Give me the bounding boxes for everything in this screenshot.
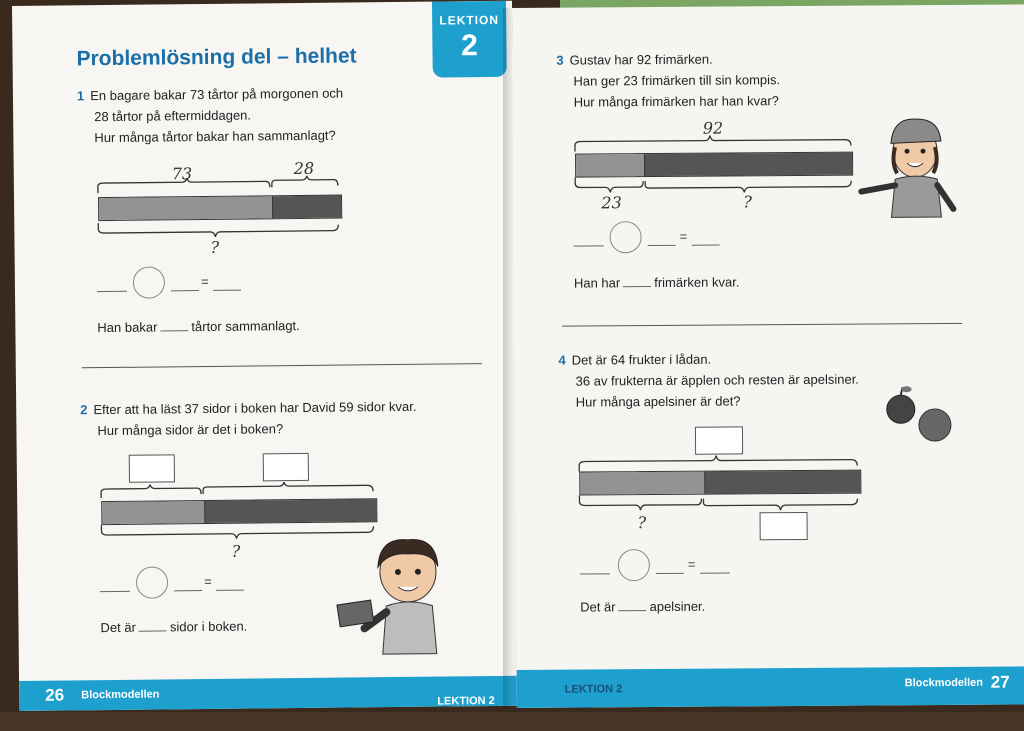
bar-label-total: ? xyxy=(231,541,241,561)
footer-lektion: LEKTION 2 xyxy=(437,694,495,708)
equals-sign: = xyxy=(687,556,696,572)
answer-suffix: sidor i boken. xyxy=(169,618,248,635)
answer-prefix: Det är xyxy=(580,599,616,615)
bar-segment-part-b xyxy=(204,499,376,523)
question-text-line: 36 av frukterna är äpplen och resten är apelsiner. xyxy=(575,371,859,389)
bar-label-part-a: 73 xyxy=(171,164,193,184)
page-footer xyxy=(19,676,519,711)
answer-sentence xyxy=(580,599,705,615)
answer-prefix: Han bakar xyxy=(97,319,158,336)
operator-circle[interactable] xyxy=(618,549,650,581)
equation-blank-1[interactable] xyxy=(580,573,610,574)
bar-segment-part-b xyxy=(704,471,860,494)
question-text-line: Hur många sidor är det i boken? xyxy=(97,421,284,439)
operator-circle[interactable] xyxy=(136,566,168,598)
question-number: 2 xyxy=(80,402,88,418)
answer-blank[interactable] xyxy=(619,610,647,611)
question-text-line: Efter att ha läst 37 sidor i boken har David 59 sidor kvar. xyxy=(93,398,417,418)
lektion-label: LEKTION xyxy=(439,12,500,28)
bar-label-part-a: 23 xyxy=(601,193,622,213)
bar-segment-part-a xyxy=(102,501,204,524)
question-text-line: Hur många frimärken har han kvar? xyxy=(573,93,779,110)
question-text-line: Hur många tårtor bakar han sammanlagt? xyxy=(94,127,336,146)
brace-lines xyxy=(12,1,518,566)
question-text-line: Hur många apelsiner är det? xyxy=(575,393,741,410)
footer-section: Blockmodellen xyxy=(904,676,984,690)
question-text-line: Gustav har 92 frimärken. xyxy=(569,51,713,68)
page-footer xyxy=(517,666,1024,708)
equation-row xyxy=(580,548,740,577)
question-number: 1 xyxy=(76,88,85,104)
footer-section: Blockmodellen xyxy=(81,688,160,702)
answer-suffix: frimärken kvar. xyxy=(654,274,740,291)
lektion-number: 2 xyxy=(460,29,478,63)
answer-suffix: tårtor sammanlagt. xyxy=(191,318,300,335)
equals-sign: = xyxy=(679,228,688,244)
bar-label-part-a: ? xyxy=(637,513,647,533)
bar-label-total: ? xyxy=(210,237,220,257)
bar-label-part-b: ? xyxy=(743,192,753,212)
question-text-line: En bagare bakar 73 tårtor på morgonen och xyxy=(90,85,344,104)
bar-label-part-b: 28 xyxy=(293,158,315,179)
page-title: Problemlösning del – helhet xyxy=(76,44,357,71)
bar-label-total: 92 xyxy=(702,118,724,138)
page-number: 26 xyxy=(45,685,65,705)
right-page xyxy=(512,4,1024,708)
answer-prefix: Han har xyxy=(573,275,621,291)
footer-lektion: LEKTION 2 xyxy=(564,683,623,696)
question-number: 4 xyxy=(558,352,566,368)
equation-blank-2[interactable] xyxy=(656,573,684,574)
question-text-line: Det är 64 frukter i lådan. xyxy=(571,351,712,368)
answer-suffix: apelsiner. xyxy=(649,598,706,615)
lektion-tab xyxy=(432,1,507,78)
answer-sentence xyxy=(100,619,247,636)
equals-sign: = xyxy=(203,573,212,590)
boy-with-book-illustration xyxy=(336,531,467,662)
block-model-bar xyxy=(579,470,861,496)
equation-row xyxy=(100,565,260,595)
left-page xyxy=(12,1,519,711)
bar-segment-part-a xyxy=(580,472,704,495)
answer-box-part-b[interactable] xyxy=(760,512,808,540)
question-text-line: Han ger 23 frimärken till sin kompis. xyxy=(573,72,781,89)
question-number: 3 xyxy=(556,52,564,68)
equation-blank-1[interactable] xyxy=(100,591,130,592)
equation-result-blank[interactable] xyxy=(700,572,730,573)
block-model-bar xyxy=(101,498,377,525)
equation-blank-2[interactable] xyxy=(174,590,202,591)
equation-result-blank[interactable] xyxy=(216,590,244,591)
answer-blank[interactable] xyxy=(139,630,167,631)
desk-background-bottom xyxy=(0,712,1024,731)
question-text-line: 28 tårtor på eftermiddagen. xyxy=(94,107,252,125)
answer-prefix: Det är xyxy=(100,619,136,636)
equals-sign: = xyxy=(200,273,209,290)
page-number: 27 xyxy=(990,672,1010,692)
